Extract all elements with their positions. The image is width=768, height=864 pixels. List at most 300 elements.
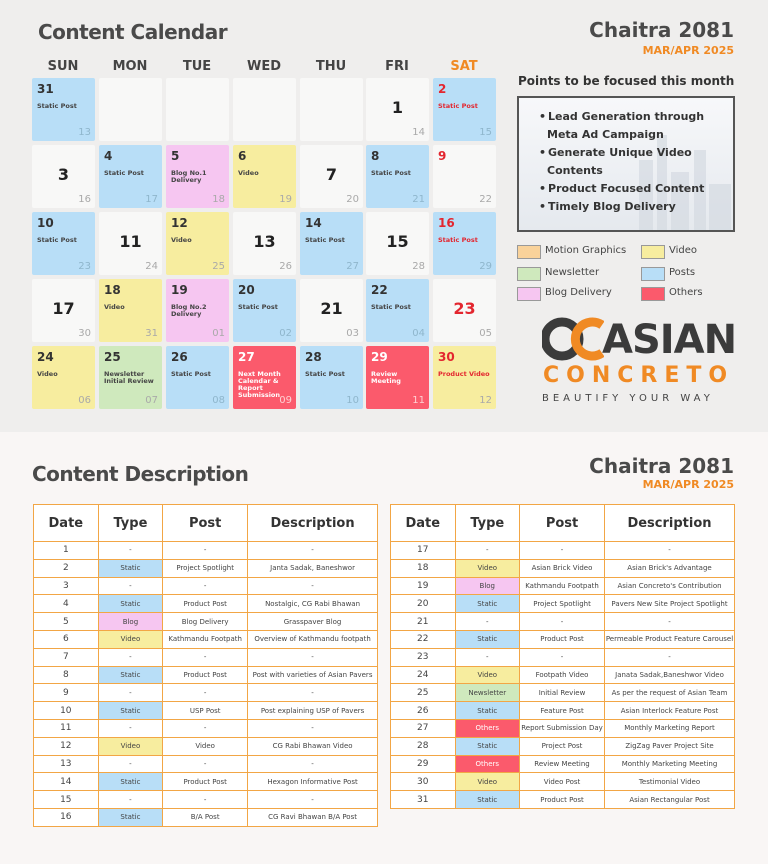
cell-description: - [248, 684, 378, 702]
nepali-date: 16 [78, 194, 91, 205]
nepali-date: 05 [479, 328, 492, 339]
table-row [34, 773, 378, 791]
day-content-label: Static Post [438, 102, 478, 110]
calendar-day-cell [99, 78, 162, 141]
nepali-date: 02 [279, 328, 292, 339]
day-number: 31 [37, 82, 54, 96]
calendar-day-cell [32, 145, 95, 208]
cell-date: 24 [391, 666, 456, 684]
day-number: 27 [238, 350, 255, 364]
cell-type: Static [455, 595, 520, 613]
calendar-day-cell [433, 346, 496, 409]
cell-description: Asian Concreto's Contribution [605, 577, 735, 595]
cell-description: CG Rabi Bhawan Video [248, 737, 378, 755]
cell-description: Asian Interlock Feature Post [605, 702, 735, 720]
nepali-date: 07 [145, 395, 158, 406]
day-number: 5 [171, 149, 180, 163]
nepali-date: 09 [279, 395, 292, 406]
nepali-date: 01 [212, 328, 225, 339]
day-content-label: Review Meeting [371, 370, 401, 385]
cell-post: - [163, 684, 248, 702]
weekday-label: SUN [47, 59, 79, 74]
cell-type: Static [98, 559, 163, 577]
day-content-label: Product Video [438, 370, 490, 378]
cell-description: As per the request of Asian Team [605, 684, 735, 702]
day-content-label: Static Post [37, 236, 77, 244]
day-number: 10 [37, 216, 54, 230]
calendar-day-cell [366, 145, 429, 208]
header-post: Post [520, 505, 605, 542]
cell-description: Asian Brick's Advantage [605, 559, 735, 577]
description-table-left [33, 504, 378, 827]
nepali-date: 08 [212, 395, 225, 406]
day-content-label: Static Post [171, 370, 211, 378]
cell-date: 9 [34, 684, 99, 702]
description-title: Content Description [32, 462, 249, 486]
cell-type: Blog [455, 577, 520, 595]
header-type: Type [98, 505, 163, 542]
header-description: Description [248, 505, 378, 542]
calendar-day-cell [300, 346, 363, 409]
table-row [34, 613, 378, 631]
legend-swatch [641, 245, 665, 259]
cell-description: Overview of Kathmandu footpath [248, 630, 378, 648]
day-content-label: Static Post [371, 169, 411, 177]
description-table-right [390, 504, 735, 809]
day-number: 15 [386, 232, 409, 251]
table-row [391, 648, 735, 666]
focus-box [517, 96, 735, 232]
cell-description: CG Ravi Bhawan B/A Post [248, 808, 378, 826]
cell-date: 4 [34, 595, 99, 613]
cell-post: Kathmandu Footpath [520, 577, 605, 595]
cell-post: Project Spotlight [520, 595, 605, 613]
calendar-day-cell [166, 78, 229, 141]
calendar-day-cell [233, 279, 296, 342]
cell-type: Static [455, 702, 520, 720]
cell-post: B/A Post [163, 808, 248, 826]
calendar-day-cell [366, 78, 429, 141]
cell-description: Post with varieties of Asian Pavers [248, 666, 378, 684]
cell-type: Static [455, 737, 520, 755]
table-row [391, 791, 735, 809]
cell-date: 17 [391, 542, 456, 560]
nepali-date: 27 [346, 261, 359, 272]
focus-point: • Generate Unique Video Contents [529, 144, 725, 180]
cell-date: 25 [391, 684, 456, 702]
calendar-day-cell [366, 212, 429, 275]
cell-type: Newsletter [455, 684, 520, 702]
logo-word-concreto: CONCRETO [543, 363, 735, 388]
calendar-month-sub: MAR/APR 2025 [642, 44, 734, 57]
table-row [391, 702, 735, 720]
cell-date: 16 [34, 808, 99, 826]
day-content-label: Newsletter Initial Review [104, 370, 154, 385]
cell-date: 7 [34, 648, 99, 666]
cell-description: Janata Sadak,Baneshwor Video [605, 666, 735, 684]
cell-type: Video [455, 773, 520, 791]
cell-type: - [98, 542, 163, 560]
cell-post: - [163, 755, 248, 773]
cell-post: Feature Post [520, 702, 605, 720]
table-row [34, 755, 378, 773]
description-month: Chaitra 2081 [589, 454, 734, 478]
day-number: 26 [171, 350, 188, 364]
cell-date: 6 [34, 630, 99, 648]
cell-type: - [98, 791, 163, 809]
cell-description: - [605, 542, 735, 560]
nepali-date: 22 [479, 194, 492, 205]
day-number: 21 [320, 299, 343, 318]
cell-type: - [98, 577, 163, 595]
cell-post: Footpath Video [520, 666, 605, 684]
day-content-label: Video [104, 303, 125, 311]
day-number: 30 [438, 350, 455, 364]
calendar-day-cell [300, 212, 363, 275]
cell-description: - [605, 613, 735, 631]
cell-description: - [605, 648, 735, 666]
day-number: 24 [37, 350, 54, 364]
logo-mark-icon [542, 317, 604, 361]
cell-type: - [98, 684, 163, 702]
cell-post: Product Post [163, 595, 248, 613]
cell-date: 14 [34, 773, 99, 791]
legend-swatch [517, 245, 541, 259]
cell-type: - [455, 613, 520, 631]
focus-title: Points to be focused this month [518, 74, 735, 88]
day-number: 28 [305, 350, 322, 364]
cell-date: 31 [391, 791, 456, 809]
table-row [34, 737, 378, 755]
cell-date: 20 [391, 595, 456, 613]
calendar-day-cell [366, 279, 429, 342]
day-number: 3 [57, 165, 70, 184]
legend-label: Newsletter [545, 267, 600, 278]
day-number: 23 [453, 299, 476, 318]
cell-description: - [248, 577, 378, 595]
day-number: 16 [438, 216, 455, 230]
nepali-date: 15 [479, 127, 492, 138]
cell-date: 29 [391, 755, 456, 773]
nepali-date: 26 [279, 261, 292, 272]
cell-post: - [163, 719, 248, 737]
table-row [391, 613, 735, 631]
legend-swatch [641, 267, 665, 281]
header-post: Post [163, 505, 248, 542]
cell-description: - [248, 542, 378, 560]
table-row [391, 559, 735, 577]
cell-description: Monthly Marketing Meeting [605, 755, 735, 773]
focus-point: • Timely Blog Delivery [529, 198, 725, 216]
cell-post: Product Post [163, 666, 248, 684]
cell-date: 27 [391, 719, 456, 737]
cell-type: Video [98, 737, 163, 755]
cell-post: Kathmandu Footpath [163, 630, 248, 648]
nepali-date: 04 [412, 328, 425, 339]
calendar-day-cell [433, 78, 496, 141]
table-row [391, 737, 735, 755]
nepali-date: 24 [145, 261, 158, 272]
nepali-date: 18 [212, 194, 225, 205]
cell-date: 18 [391, 559, 456, 577]
cell-date: 19 [391, 577, 456, 595]
cell-post: Product Post [520, 630, 605, 648]
calendar-day-cell [99, 212, 162, 275]
cell-type: - [455, 542, 520, 560]
cell-type: Static [98, 702, 163, 720]
calendar-day-cell [166, 346, 229, 409]
nepali-date: 23 [78, 261, 91, 272]
cell-type: Blog [98, 613, 163, 631]
cell-post: - [520, 542, 605, 560]
cell-post: - [163, 648, 248, 666]
cell-date: 23 [391, 648, 456, 666]
calendar-day-cell [32, 212, 95, 275]
nepali-date: 20 [346, 194, 359, 205]
day-content-label: Video [171, 236, 192, 244]
table-row [391, 684, 735, 702]
nepali-date: 06 [78, 395, 91, 406]
nepali-date: 29 [479, 261, 492, 272]
legend-label: Video [669, 245, 698, 256]
cell-date: 26 [391, 702, 456, 720]
cell-type: Others [455, 755, 520, 773]
cell-post: USP Post [163, 702, 248, 720]
cell-description: Grasspaver Blog [248, 613, 378, 631]
calendar-day-cell [233, 212, 296, 275]
table-row [391, 666, 735, 684]
nepali-date: 11 [412, 395, 425, 406]
nepali-date: 25 [212, 261, 225, 272]
logo-word-asian: ASIAN [602, 317, 737, 363]
asian-concreto-logo [540, 315, 737, 410]
calendar-day-cell [233, 78, 296, 141]
table-row [34, 719, 378, 737]
header-date: Date [34, 505, 99, 542]
cell-date: 3 [34, 577, 99, 595]
cell-description: Hexagon Informative Post [248, 773, 378, 791]
cell-date: 22 [391, 630, 456, 648]
weekday-label: TUE [182, 59, 212, 74]
day-number: 19 [171, 283, 188, 297]
table-row [34, 684, 378, 702]
cell-post: - [520, 648, 605, 666]
legend-swatch [517, 267, 541, 281]
cell-post: Video [163, 737, 248, 755]
day-number: 13 [253, 232, 276, 251]
focus-point: • Lead Generation through Meta Ad Campaign [529, 108, 725, 144]
cell-post: - [163, 791, 248, 809]
calendar-day-cell [32, 279, 95, 342]
cell-date: 2 [34, 559, 99, 577]
day-content-label: Static Post [371, 303, 411, 311]
cell-description: Nostalgic, CG Rabi Bhawan [248, 595, 378, 613]
table-row [34, 808, 378, 826]
cell-date: 1 [34, 542, 99, 560]
focus-list [519, 98, 733, 216]
legend-label: Motion Graphics [545, 245, 627, 256]
day-content-label: Video [37, 370, 58, 378]
table-row [34, 577, 378, 595]
nepali-date: 30 [78, 328, 91, 339]
cell-post: Asian Brick Video [520, 559, 605, 577]
cell-date: 28 [391, 737, 456, 755]
cell-type: Static [98, 595, 163, 613]
calendar-day-cell [433, 145, 496, 208]
day-content-label: Static Post [104, 169, 144, 177]
table-row [34, 630, 378, 648]
table-row [391, 773, 735, 791]
table-row [34, 791, 378, 809]
cell-description: - [248, 791, 378, 809]
table-row [391, 630, 735, 648]
cell-post: Product Post [163, 773, 248, 791]
cell-date: 10 [34, 702, 99, 720]
cell-post: - [163, 577, 248, 595]
nepali-date: 21 [412, 194, 425, 205]
cell-post: Project Post [520, 737, 605, 755]
day-number: 12 [171, 216, 188, 230]
table-row [34, 595, 378, 613]
calendar-day-cell [433, 279, 496, 342]
cell-date: 11 [34, 719, 99, 737]
table-row [34, 666, 378, 684]
cell-type: Video [455, 666, 520, 684]
cell-date: 5 [34, 613, 99, 631]
table-row [391, 542, 735, 560]
table-row [34, 559, 378, 577]
nepali-date: 31 [145, 328, 158, 339]
day-content-label: Video [238, 169, 259, 177]
cell-date: 13 [34, 755, 99, 773]
cell-description: ZigZag Paver Project Site [605, 737, 735, 755]
calendar-day-cell [366, 346, 429, 409]
weekday-label: THU [315, 59, 347, 74]
nepali-date: 10 [346, 395, 359, 406]
day-number: 22 [371, 283, 388, 297]
cell-post: - [163, 542, 248, 560]
day-number: 29 [371, 350, 388, 364]
day-content-label: Static Post [37, 102, 77, 110]
calendar-day-cell [166, 212, 229, 275]
cell-type: Video [455, 559, 520, 577]
logo-tagline: BEAUTIFY YOUR WAY [542, 393, 714, 404]
cell-type: Static [98, 773, 163, 791]
focus-point: • Product Focused Content [529, 180, 725, 198]
table-row [391, 595, 735, 613]
legend-swatch [641, 287, 665, 301]
day-number: 2 [438, 82, 447, 96]
day-number: 1 [391, 98, 404, 117]
cell-type: Static [98, 808, 163, 826]
cell-type: - [98, 755, 163, 773]
cell-type: Static [455, 791, 520, 809]
table-row [34, 542, 378, 560]
cell-post: Initial Review [520, 684, 605, 702]
weekday-label: WED [246, 59, 281, 74]
day-content-label: Static Post [438, 236, 478, 244]
cell-description: Monthly Marketing Report [605, 719, 735, 737]
calendar-day-cell [32, 78, 95, 141]
cell-date: 21 [391, 613, 456, 631]
cell-date: 8 [34, 666, 99, 684]
calendar-day-cell [99, 145, 162, 208]
day-content-label: Static Post [305, 370, 345, 378]
calendar-day-cell [233, 145, 296, 208]
cell-description: Permeable Product Feature Carousel [605, 630, 735, 648]
day-content-label: Static Post [238, 303, 278, 311]
calendar-day-cell [233, 346, 296, 409]
day-content-label: Next Month Calendar & Report Submission [238, 370, 281, 399]
nepali-date: 17 [145, 194, 158, 205]
cell-description: Post explaining USP of Pavers [248, 702, 378, 720]
table-row [34, 702, 378, 720]
table-row [391, 719, 735, 737]
calendar-day-cell [166, 145, 229, 208]
calendar-day-cell [32, 346, 95, 409]
cell-description: Testimonial Video [605, 773, 735, 791]
cell-date: 15 [34, 791, 99, 809]
legend-label: Posts [669, 267, 696, 278]
calendar-day-cell [433, 212, 496, 275]
calendar-day-cell [99, 346, 162, 409]
cell-description: - [248, 648, 378, 666]
cell-type: - [98, 719, 163, 737]
day-number: 20 [238, 283, 255, 297]
day-number: 4 [104, 149, 113, 163]
nepali-date: 13 [78, 127, 91, 138]
cell-date: 30 [391, 773, 456, 791]
nepali-date: 03 [346, 328, 359, 339]
nepali-date: 12 [479, 395, 492, 406]
cell-type: Static [455, 630, 520, 648]
description-section [0, 432, 768, 864]
day-number: 8 [371, 149, 380, 163]
cell-post: Project Spotlight [163, 559, 248, 577]
weekday-label: SAT [450, 59, 478, 74]
day-number: 14 [305, 216, 322, 230]
calendar-title: Content Calendar [38, 20, 228, 44]
table-row [391, 755, 735, 773]
day-number: 11 [119, 232, 142, 251]
cell-description: Janta Sadak, Baneshwor [248, 559, 378, 577]
weekday-label: FRI [385, 59, 409, 74]
day-number: 18 [104, 283, 121, 297]
cell-description: - [248, 719, 378, 737]
cell-post: Blog Delivery [163, 613, 248, 631]
header-date: Date [391, 505, 456, 542]
cell-date: 12 [34, 737, 99, 755]
day-content-label: Blog No.2 Delivery [171, 303, 207, 318]
cell-post: Product Post [520, 791, 605, 809]
cell-type: Static [98, 666, 163, 684]
day-number: 6 [238, 149, 247, 163]
cell-post: Video Post [520, 773, 605, 791]
calendar-day-cell [166, 279, 229, 342]
cell-type: - [98, 648, 163, 666]
day-number: 17 [52, 299, 75, 318]
day-number: 7 [325, 165, 338, 184]
cell-description: Asian Rectangular Post [605, 791, 735, 809]
nepali-date: 14 [412, 127, 425, 138]
calendar-day-cell [300, 145, 363, 208]
description-month-sub: MAR/APR 2025 [642, 478, 734, 491]
header-description: Description [605, 505, 735, 542]
cell-type: Others [455, 719, 520, 737]
day-content-label: Blog No.1 Delivery [171, 169, 207, 184]
legend-label: Blog Delivery [545, 287, 612, 298]
day-number: 25 [104, 350, 121, 364]
